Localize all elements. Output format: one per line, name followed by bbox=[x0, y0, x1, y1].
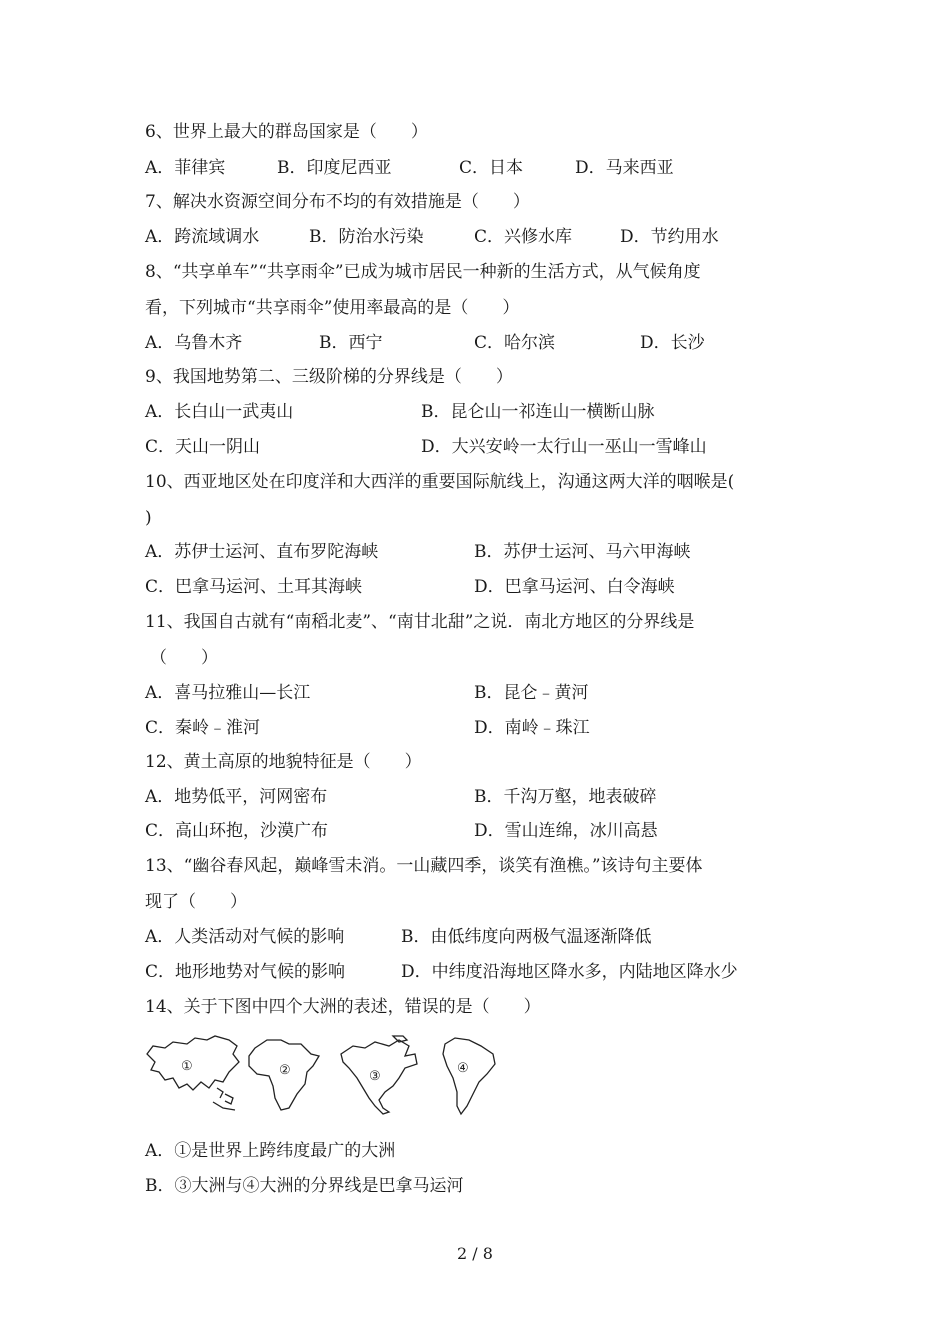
question-12-option-b: B．千沟万壑，地表破碎 bbox=[474, 787, 657, 807]
question-6-option-c: C．日本 bbox=[459, 158, 524, 178]
map-label-1: ① bbox=[181, 1059, 193, 1074]
question-10-stem-line-1: 10、西亚地区处在印度洋和大西洋的重要国际航线上，沟通这两大洋的咽喉是( bbox=[145, 472, 735, 492]
question-13-option-c: C．地形地势对气候的影响 bbox=[145, 962, 346, 982]
question-12-option-d: D．雪山连绵，冰川高悬 bbox=[474, 821, 658, 841]
question-10-option-b: B．苏伊士运河、马六甲海峡 bbox=[474, 542, 691, 562]
question-8-stem-line-2: 看，下列城市“共享雨伞”使用率最高的是（ ） bbox=[145, 298, 520, 318]
question-11-option-a: A．喜马拉雅山—长江 bbox=[145, 683, 311, 703]
question-7-option-a: A．跨流域调水 bbox=[145, 227, 260, 247]
question-7-option-d: D．节约用水 bbox=[620, 227, 719, 247]
question-9-option-a: A．长白山一武夷山 bbox=[145, 402, 294, 422]
question-6-stem: 6、世界上最大的群岛国家是（ ） bbox=[145, 122, 428, 142]
map-label-4: ④ bbox=[457, 1061, 469, 1076]
continent-map-1 bbox=[147, 1036, 239, 1110]
question-11-stem-line-1: 11、我国自古就有“南稻北麦”、“南甘北甜”之说．南北方地区的分界线是 bbox=[145, 612, 695, 632]
map-label-3: ③ bbox=[369, 1069, 381, 1084]
question-8-option-c: C．哈尔滨 bbox=[474, 333, 556, 353]
question-8-option-a: A．乌鲁木齐 bbox=[145, 333, 243, 353]
question-14-stem: 14、关于下图中四个大洲的表述，错误的是（ ） bbox=[145, 997, 541, 1017]
question-9-option-b: B．昆仑山一祁连山一横断山脉 bbox=[421, 402, 655, 422]
map-label-2: ② bbox=[279, 1063, 291, 1078]
question-12-option-a: A．地势低平，河网密布 bbox=[145, 787, 328, 807]
question-12-stem: 12、黄土高原的地貌特征是（ ） bbox=[145, 752, 422, 772]
question-6-option-a: A．菲律宾 bbox=[145, 158, 226, 178]
question-7-stem: 7、解决水资源空间分布不均的有效措施是（ ） bbox=[145, 192, 530, 212]
question-8-stem-line-1: 8、“共享单车”“共享雨伞”已成为城市居民一种新的生活方式，从气候角度 bbox=[145, 262, 701, 282]
question-10-option-c: C．巴拿马运河、土耳其海峡 bbox=[145, 577, 363, 597]
continent-map-2 bbox=[249, 1040, 319, 1110]
continent-map-3 bbox=[341, 1036, 417, 1114]
question-14-option-b: B．③大洲与④大洲的分界线是巴拿马运河 bbox=[145, 1176, 464, 1196]
question-7-option-b: B．防治水污染 bbox=[309, 227, 424, 247]
question-7-option-c: C．兴修水库 bbox=[474, 227, 573, 247]
question-13-option-a: A．人类活动对气候的影响 bbox=[145, 927, 345, 947]
page-number: 2 / 8 bbox=[457, 1244, 493, 1263]
question-11-option-d: D．南岭﹣珠江 bbox=[474, 718, 590, 738]
question-12-option-c: C．高山环抱，沙漠广布 bbox=[145, 821, 329, 841]
question-13-stem-line-1: 13、“幽谷春风起，巅峰雪未消。一山藏四季，谈笑有渔樵。”该诗句主要体 bbox=[145, 856, 703, 876]
question-10-option-a: A．苏伊士运河、直布罗陀海峡 bbox=[145, 542, 379, 562]
question-8-option-d: D．长沙 bbox=[640, 333, 705, 353]
question-11-stem-line-2: （ ） bbox=[150, 648, 218, 668]
question-8-option-b: B．西宁 bbox=[319, 333, 383, 353]
question-14-option-a: A．①是世界上跨纬度最广的大洲 bbox=[145, 1141, 396, 1161]
question-6-option-d: D．马来西亚 bbox=[575, 158, 674, 178]
question-13-option-d: D．中纬度沿海地区降水多，内陆地区降水少 bbox=[401, 962, 738, 982]
question-11-option-b: B．昆仑﹣黄河 bbox=[474, 683, 589, 703]
question-9-option-d: D．大兴安岭一太行山一巫山一雪峰山 bbox=[421, 437, 707, 457]
question-9-option-c: C．天山一阴山 bbox=[145, 437, 261, 457]
question-9-stem: 9、我国地势第二、三级阶梯的分界线是（ ） bbox=[145, 367, 513, 387]
question-13-option-b: B．由低纬度向两极气温逐渐降低 bbox=[401, 927, 652, 947]
question-11-option-c: C．秦岭﹣淮河 bbox=[145, 718, 261, 738]
question-10-stem-line-2: ) bbox=[145, 508, 152, 528]
continent-map-4 bbox=[443, 1038, 495, 1114]
question-13-stem-line-2: 现了（ ） bbox=[145, 892, 247, 912]
continent-maps-figure bbox=[143, 1032, 513, 1116]
question-10-option-d: D．巴拿马运河、白令海峡 bbox=[474, 577, 675, 597]
question-6-option-b: B．印度尼西亚 bbox=[277, 158, 392, 178]
